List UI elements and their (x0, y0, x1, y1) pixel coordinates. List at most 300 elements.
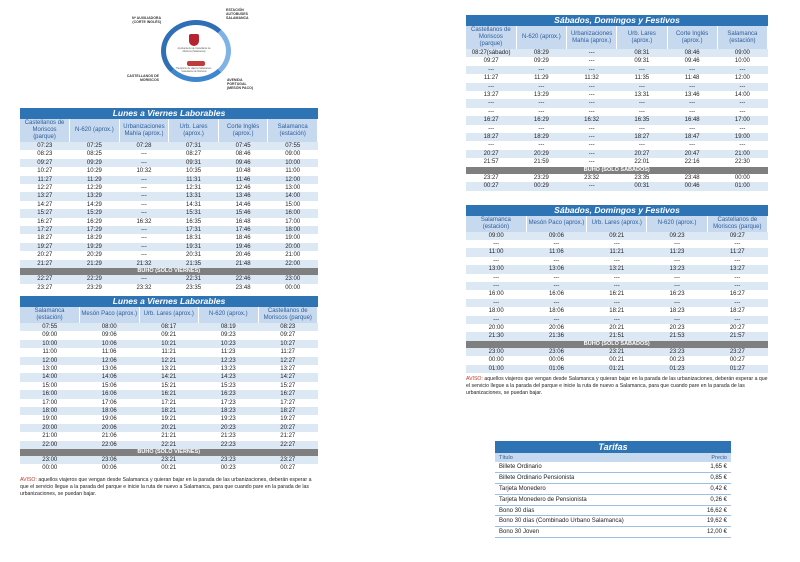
table-cell: 16:48 (667, 116, 717, 124)
weekday-from-salamanca-table (20, 307, 318, 473)
table-row (466, 49, 768, 57)
table-header-row (20, 119, 318, 142)
tariff-price: 12,00 € (690, 527, 731, 538)
table-cell: 21:59 (516, 158, 566, 166)
table-cell: --- (526, 274, 586, 282)
column-header: Salamanca (estación) (268, 119, 318, 142)
table-cell: --- (707, 316, 767, 324)
right-column (466, 15, 768, 397)
tariff-price: 16,62 € (690, 505, 731, 516)
tariff-row (495, 527, 731, 538)
table-row (466, 91, 768, 99)
table-cell: 11:23 (199, 348, 259, 356)
separator-label: BÚHO (SÓLO VIERNES) (20, 268, 318, 275)
table-cell: 01:06 (526, 365, 586, 373)
table-cell: 16:21 (587, 290, 647, 298)
table-cell: 23:21 (587, 348, 647, 356)
table-cell: 11:27 (466, 74, 516, 82)
tariff-name: Billete Ordinario (495, 462, 690, 473)
table-cell: 21:29 (70, 260, 120, 268)
table-row (466, 348, 768, 356)
table-row (20, 415, 318, 423)
table-row (466, 307, 768, 315)
table-cell: 18:21 (139, 407, 199, 415)
weekend-to-salamanca-table (466, 26, 768, 191)
table-cell: 13:06 (80, 365, 140, 373)
table-cell: 17:06 (80, 399, 140, 407)
table-cell: 13:00 (466, 265, 526, 273)
table-cell: 10:23 (199, 340, 259, 348)
table-cell: 14:29 (70, 201, 120, 209)
table-cell: 18:46 (218, 234, 268, 242)
table-cell: 21:23 (199, 432, 259, 440)
table-cell: --- (119, 184, 169, 192)
table-cell: 07:28 (119, 142, 169, 150)
table-cell: --- (707, 240, 767, 248)
table-cell: 00:23 (199, 464, 259, 472)
table-cell: --- (587, 316, 647, 324)
table-cell: 10:21 (139, 340, 199, 348)
table-cell: 12:06 (80, 357, 140, 365)
table-cell: --- (119, 243, 169, 251)
column-header: Urbanizaciones Mahía (aprox.) (567, 26, 617, 49)
table-cell: 18:27 (707, 307, 767, 315)
table-cell: 14:06 (80, 373, 140, 381)
table-cell: 11:29 (70, 176, 120, 184)
stop-label-portugal: AVENIDA PORTUGAL (MESÓN PACO) (227, 78, 253, 90)
table-cell: 23:27 (258, 456, 318, 464)
table-cell: 19:00 (268, 234, 318, 242)
table-row (20, 260, 318, 268)
separator-row (20, 449, 318, 456)
table-cell: 09:31 (617, 57, 667, 65)
table-header-row (466, 216, 768, 232)
table-cell: 09:06 (526, 232, 586, 240)
table-cell: 11:06 (80, 348, 140, 356)
table-row (20, 348, 318, 356)
table-cell: 15:27 (20, 209, 70, 217)
table-cell: --- (707, 274, 767, 282)
column-header: Salamanca (estación) (466, 216, 526, 232)
table-row (466, 116, 768, 124)
table-cell: 14:27 (258, 373, 318, 381)
table-cell: 08:29 (516, 49, 566, 57)
town-crest-icon (189, 34, 199, 46)
table-header-row (466, 26, 768, 49)
table-cell: --- (466, 99, 516, 107)
table-cell: 15:21 (139, 382, 199, 390)
table-cell: 20:47 (667, 150, 717, 158)
weekend-from-salamanca-section (466, 205, 768, 374)
notice-left (20, 477, 318, 498)
table-cell: 00:00 (20, 464, 80, 472)
table-row (466, 158, 768, 166)
tariff-name: Bono 30 días (Combinado Urbano Salamanca) (495, 516, 690, 527)
column-header: N-620 (aprox.) (70, 119, 120, 142)
table-cell: 01:00 (717, 182, 767, 190)
table-cell: 08:17 (139, 323, 199, 331)
table-cell: --- (717, 99, 767, 107)
table-cell: 22:23 (199, 441, 259, 449)
table-cell: --- (119, 159, 169, 167)
tariff-name: Bono 30 Joven (495, 527, 690, 538)
table-cell: 13:29 (70, 192, 120, 200)
table-row (20, 226, 318, 234)
table-cell: 09:27 (707, 232, 767, 240)
column-header: Salamanca (estación) (20, 307, 80, 323)
table-cell: 21:32 (119, 260, 169, 268)
separator-label: BÚHO (SÓLO SÁBADOS) (466, 341, 768, 348)
table-row (466, 66, 768, 74)
table-cell: 09:23 (647, 232, 707, 240)
table-row (20, 167, 318, 175)
table-cell: --- (516, 108, 566, 116)
table-row (466, 316, 768, 324)
table-cell: 20:27 (707, 324, 767, 332)
table-cell: --- (466, 282, 526, 290)
weekday-to-salamanca-section (20, 108, 318, 292)
table-row (466, 290, 768, 298)
table-cell: --- (567, 133, 617, 141)
table-cell: 16:32 (119, 218, 169, 226)
column-header: Urb. Lares (aprox.) (617, 26, 667, 49)
table-cell: 11:27 (20, 176, 70, 184)
weekday-to-salamanca-table (20, 119, 318, 292)
table-cell: 21:30 (466, 332, 526, 340)
table-row (466, 133, 768, 141)
table-cell: 16:00 (20, 390, 80, 398)
bus-icon (187, 61, 205, 66)
table-cell: --- (526, 282, 586, 290)
table-cell: 00:06 (80, 464, 140, 472)
table-cell: 07:25 (70, 142, 120, 150)
table-cell: --- (707, 257, 767, 265)
table-cell: 23:06 (526, 348, 586, 356)
column-header: Castellanos de Moriscos (parque) (707, 216, 767, 232)
table-row (466, 240, 768, 248)
table-cell: --- (567, 66, 617, 74)
table-cell: 20:00 (268, 243, 318, 251)
table-cell: 16:32 (567, 116, 617, 124)
table-cell: --- (466, 240, 526, 248)
table-cell: 21:27 (20, 260, 70, 268)
table-cell: --- (647, 282, 707, 290)
table-cell: 16:21 (139, 390, 199, 398)
table-cell: 21:00 (717, 150, 767, 158)
table-cell: 20:23 (647, 324, 707, 332)
table-cell: --- (617, 125, 667, 133)
column-header-price: Precio (690, 453, 731, 462)
table-cell: 14:27 (20, 201, 70, 209)
table-cell: --- (119, 209, 169, 217)
table-cell: 10:32 (119, 167, 169, 175)
table-cell: 17:27 (20, 226, 70, 234)
table-cell: --- (587, 282, 647, 290)
tariff-name: Tarjeta Monedero (495, 484, 690, 495)
table-cell: --- (707, 282, 767, 290)
table-cell: 16:06 (80, 390, 140, 398)
table-cell: 23:23 (199, 456, 259, 464)
table-cell: 09:29 (70, 159, 120, 167)
table-cell: 23:29 (70, 284, 120, 292)
column-header: Mesón Paco (aprox.) (80, 307, 140, 323)
tariff-row (495, 462, 731, 473)
table-cell: 23:23 (647, 348, 707, 356)
table-cell: 21:57 (466, 158, 516, 166)
tariffs-table (495, 453, 731, 538)
table-cell: --- (526, 257, 586, 265)
table-cell: 13:00 (20, 365, 80, 373)
stop-label-castellanos: CASTELLANOS DE MORISCOS (126, 74, 159, 82)
table-row (20, 365, 318, 373)
table-cell: 12:31 (169, 184, 219, 192)
table-cell: 09:46 (218, 159, 268, 167)
table-cell: --- (617, 66, 667, 74)
table-cell: --- (567, 99, 617, 107)
table-cell: --- (466, 141, 516, 149)
table-cell: 07:23 (20, 142, 70, 150)
table-cell: 23:48 (667, 174, 717, 182)
table-cell: 23:00 (466, 348, 526, 356)
tariff-price: 0,42 € (690, 484, 731, 495)
table-cell: 14:21 (139, 373, 199, 381)
table-cell: 22:16 (667, 158, 717, 166)
table-cell: 21:06 (80, 432, 140, 440)
table-row (20, 399, 318, 407)
table-cell: 11:00 (268, 167, 318, 175)
tariff-price: 19,62 € (690, 516, 731, 527)
table-row (466, 282, 768, 290)
table-cell: 19:21 (139, 415, 199, 423)
table-cell: 00:21 (587, 356, 647, 364)
table-cell: --- (717, 83, 767, 91)
table-cell: 14:23 (199, 373, 259, 381)
table-cell: 01:27 (707, 365, 767, 373)
table-row (466, 125, 768, 133)
table-cell: 22:21 (139, 441, 199, 449)
table-cell: 13:31 (169, 192, 219, 200)
column-header: Castellanos de Moriscos (parque) (20, 119, 70, 142)
table-cell: 21:48 (218, 260, 268, 268)
table-cell: 23:27 (707, 348, 767, 356)
table-cell: --- (567, 108, 617, 116)
table-row (20, 464, 318, 472)
table-cell: --- (119, 192, 169, 200)
table-cell: 20:27 (258, 424, 318, 432)
table-cell: --- (567, 125, 617, 133)
column-header: N-620 (aprox.) (199, 307, 259, 323)
table-cell: 11:35 (617, 74, 667, 82)
tariff-row (495, 516, 731, 527)
table-cell: --- (667, 108, 717, 116)
table-cell: --- (567, 150, 617, 158)
table-cell: --- (567, 158, 617, 166)
table-cell: 09:46 (667, 57, 717, 65)
table-cell: --- (667, 99, 717, 107)
table-row (20, 390, 318, 398)
table-cell: 22:01 (617, 158, 667, 166)
stop-label-salamanca: ESTACIÓN AUTOBUSES SALAMANCA (226, 8, 249, 20)
table-cell: 13:23 (647, 265, 707, 273)
table-cell: 08:27(sábado) (466, 49, 516, 57)
table-row (466, 99, 768, 107)
tariff-name: Tarjeta Monedero de Pensionista (495, 494, 690, 505)
table-cell: 08:19 (199, 323, 259, 331)
table-cell: 13:06 (526, 265, 586, 273)
table-row (466, 174, 768, 182)
tariff-name: Billete Ordinario Pensionista (495, 473, 690, 484)
table-cell: 20:00 (20, 424, 80, 432)
table-cell: 21:27 (258, 432, 318, 440)
table-cell: 12:00 (20, 357, 80, 365)
tariff-row (495, 494, 731, 505)
table-cell: 10:00 (20, 340, 80, 348)
table-cell: 16:29 (70, 218, 120, 226)
table-cell: 15:00 (20, 382, 80, 390)
separator-label: BÚHO (SÓLO VIERNES) (20, 449, 318, 456)
column-header: Castellanos de Moriscos (parque) (258, 307, 318, 323)
table-cell: 23:00 (268, 275, 318, 283)
table-cell: --- (119, 150, 169, 158)
table-cell: 13:27 (707, 265, 767, 273)
separator-row (466, 167, 768, 174)
table-row (466, 265, 768, 273)
table-cell: 23:32 (567, 174, 617, 182)
table-cell: 14:00 (717, 91, 767, 99)
table-cell: --- (667, 125, 717, 133)
table-cell: 16:00 (268, 209, 318, 217)
table-cell: 18:21 (587, 307, 647, 315)
table-cell: 18:27 (258, 407, 318, 415)
table-cell: 10:35 (169, 167, 219, 175)
table-row (466, 74, 768, 82)
table-cell: 14:00 (20, 373, 80, 381)
table-cell: 21:36 (526, 332, 586, 340)
tariff-price: 1,65 € (690, 462, 731, 473)
weekend-to-salamanca-title: Sábados, Domingos y Festivos (466, 15, 768, 26)
table-cell: 18:47 (667, 133, 717, 141)
table-cell: --- (466, 257, 526, 265)
table-cell: 14:46 (218, 201, 268, 209)
table-cell: 12:00 (268, 176, 318, 184)
table-cell: 17:31 (169, 226, 219, 234)
table-cell: 23:48 (218, 284, 268, 292)
table-cell: --- (647, 240, 707, 248)
table-cell: --- (119, 251, 169, 259)
table-row (466, 141, 768, 149)
stop-label-n620: Nª AUXILIADORA (CORTE INGLÉS) (132, 16, 161, 24)
table-row (20, 441, 318, 449)
table-row (20, 218, 318, 226)
table-row (20, 192, 318, 200)
table-row (466, 299, 768, 307)
table-cell: 09:21 (139, 331, 199, 339)
table-cell: 00:46 (667, 182, 717, 190)
table-cell: 21:00 (20, 432, 80, 440)
table-cell: --- (587, 274, 647, 282)
table-cell: 15:27 (258, 382, 318, 390)
table-row (20, 275, 318, 283)
table-row (20, 323, 318, 331)
column-header: Salamanca (estación) (717, 26, 767, 49)
table-cell: --- (647, 299, 707, 307)
tariff-price: 0,26 € (690, 494, 731, 505)
table-cell: 20:23 (199, 424, 259, 432)
table-cell: 09:31 (169, 159, 219, 167)
table-cell: --- (119, 275, 169, 283)
table-cell: 22:46 (218, 275, 268, 283)
table-cell: --- (567, 182, 617, 190)
table-cell: 13:00 (268, 184, 318, 192)
table-cell: 12:27 (258, 357, 318, 365)
table-cell: 15:23 (199, 382, 259, 390)
table-header-row (495, 453, 731, 462)
tariffs-section (495, 441, 731, 538)
table-row (20, 159, 318, 167)
notice-prefix: AVISO: (466, 376, 483, 382)
table-cell: 01:23 (647, 365, 707, 373)
table-cell: 00:31 (617, 182, 667, 190)
tariffs-title: Tarifas (495, 441, 731, 453)
table-cell: --- (466, 83, 516, 91)
table-cell: 08:00 (80, 323, 140, 331)
table-row (20, 251, 318, 259)
table-row (466, 332, 768, 340)
table-cell: 12:00 (717, 74, 767, 82)
table-cell: 12:46 (218, 184, 268, 192)
table-cell: 18:23 (647, 307, 707, 315)
table-cell: 08:46 (667, 49, 717, 57)
table-cell: 19:46 (218, 243, 268, 251)
table-cell: --- (119, 226, 169, 234)
table-cell: --- (617, 83, 667, 91)
table-cell: 23:29 (516, 174, 566, 182)
table-row (466, 257, 768, 265)
table-cell: 00:00 (717, 174, 767, 182)
table-cell: 23:00 (20, 456, 80, 464)
table-cell: 23:27 (466, 174, 516, 182)
table-row (20, 234, 318, 242)
table-cell: 00:27 (707, 356, 767, 364)
table-cell: --- (647, 257, 707, 265)
table-cell: 11:32 (567, 74, 617, 82)
table-row (466, 248, 768, 256)
table-cell: 00:27 (258, 464, 318, 472)
table-cell: 22:30 (717, 158, 767, 166)
table-cell: 20:21 (139, 424, 199, 432)
table-cell: 09:00 (717, 49, 767, 57)
table-cell: 12:29 (70, 184, 120, 192)
table-row (20, 209, 318, 217)
table-cell: 11:23 (647, 248, 707, 256)
table-row (20, 150, 318, 158)
table-cell: --- (587, 299, 647, 307)
table-cell: --- (516, 83, 566, 91)
table-cell: 11:00 (20, 348, 80, 356)
table-cell: 15:46 (218, 209, 268, 217)
bus-text: Transporte de viajeros Salamanca - Castellanos de Moriscos (175, 68, 213, 73)
table-cell: --- (567, 57, 617, 65)
table-cell: 22:00 (20, 441, 80, 449)
table-cell: --- (587, 257, 647, 265)
table-cell: 16:27 (466, 116, 516, 124)
table-cell: 18:27 (20, 234, 70, 242)
table-cell: --- (717, 125, 767, 133)
route-diagram (123, 6, 253, 102)
table-cell: 10:48 (218, 167, 268, 175)
table-cell: 18:06 (526, 307, 586, 315)
table-cell: 08:27 (169, 150, 219, 158)
